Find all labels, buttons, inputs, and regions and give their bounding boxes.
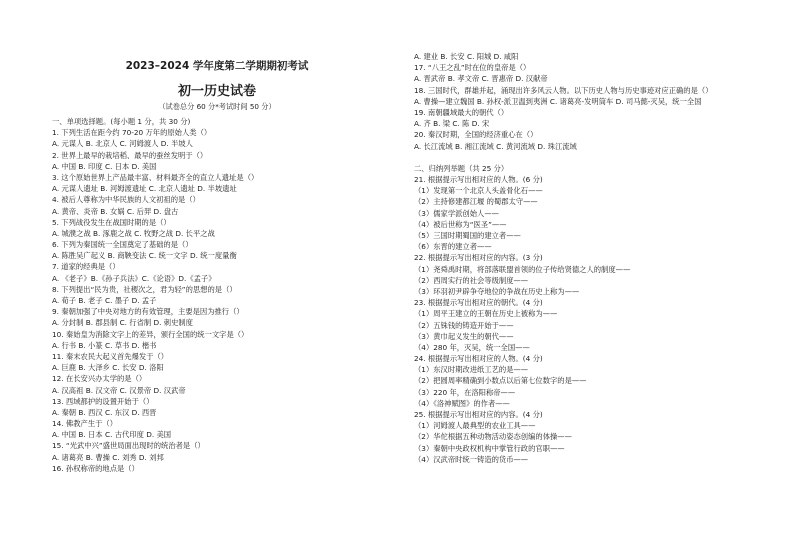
left-line: A. 分封制 B. 郡县制 C. 行省制 D. 刺史制度 (52, 318, 193, 328)
right-line: （3）黄巾起义发生的朝代—— (414, 331, 514, 341)
right-line: （3）220 年，在洛阳称帝—— (414, 387, 516, 397)
right-column (414, 51, 774, 465)
right-line: 19. 南朝疆域最大的朝代（） (414, 107, 509, 117)
left-line: 11. 秦末农民大起义首先爆发于（） (52, 351, 169, 361)
left-line: 9. 秦朝加强了中央对地方的有效管理，主要是因为推行（） (52, 307, 244, 317)
left-line: A. 秦朝 B. 西汉 C. 东汉 D. 西晋 (52, 407, 157, 417)
right-line: （6）东晋的建立者—— (414, 242, 492, 252)
right-line: 18. 三国时代，群雄并起，涌现出许多风云人物。以下历史人物与历史事迹对应正确的是（） (414, 85, 713, 95)
left-line: 1. 下列生活在距今约 70-20 万年的原始人类（） (52, 128, 212, 138)
left-line: 8. 下列提出“民为贵，社稷次之，君为轻”的思想的是（） (52, 284, 237, 294)
right-line: 23. 根据提示写出相对应的朝代。(4 分) (414, 298, 543, 308)
exam-subtitle: 初一历史试卷 (177, 84, 256, 99)
left-line: A. 行书 B. 小篆 C. 草书 D. 楷书 (52, 340, 157, 350)
right-line: 20. 秦汉时期，全国的经济重心在（） (414, 130, 538, 140)
left-line: 7. 道家的经典是（） (52, 262, 120, 272)
right-line: （2）西周实行的社会等级制度—— (414, 275, 529, 285)
right-line: A. 齐 B. 梁 C. 陈 D. 宋 (414, 119, 490, 129)
left-line: A. 巨鹿 B. 大泽乡 C. 长安 D. 洛阳 (52, 363, 164, 373)
right-line: 22. 根据提示写出相对应的内容。(3 分) (414, 253, 543, 263)
exam-note: （试卷总分 60 分*考试时间 50 分） (158, 102, 276, 111)
left-line: 2. 世界上最早的栽培稻、最早的蚕丝发明于（） (52, 150, 208, 160)
right-line: （4）《洛神赋图》的作者—— (414, 398, 510, 408)
right-line: （1）发现第一个北京人头盖骨化石—— (414, 186, 543, 196)
right-line: （3）环羽初尹辟争夺地位的争战在历史上称为—— (414, 286, 580, 296)
left-line: A. 陈胜吴广起义 B. 商鞅变法 C. 统一文字 D. 统一度量衡 (52, 251, 237, 261)
right-line: （1）东汉时期改进纸工艺的是—— (414, 365, 529, 375)
right-line: （5）三国时期蜀国的建立者—— (414, 231, 521, 240)
left-line: 3. 这个原始世界上产品最丰富、材料最齐全的直立人遗址是（） (52, 172, 259, 182)
left-line: 4. 被后人尊称为中华民族的人文初祖的是（） (52, 195, 200, 205)
right-line: A. 晋武帝 B. 孝文帝 C. 晋惠帝 D. 汉献帝 (414, 74, 548, 84)
left-line: A. 汉高祖 B. 汉文帝 C. 汉景帝 D. 汉武帝 (52, 385, 186, 395)
right-line: 二、归纳列举题（共 25 分） (414, 163, 509, 173)
right-line: （4）被后世称为“医圣”—— (414, 219, 507, 229)
left-line: 14. 佛教产生于（） (52, 419, 118, 429)
left-line: 13. 西域都护的设置开始于（） (52, 396, 154, 406)
left-line: A. 荀子 B. 老子 C. 墨子 D. 孟子 (52, 296, 157, 305)
left-line: 5. 下列战役发生在战国时期的是（） (52, 217, 171, 227)
left-line: A. 《老子》B.《孙子兵法》C.《论语》D.《孟子》 (52, 273, 216, 283)
left-line: 16. 孙权称帝的地点是（） (52, 463, 139, 473)
right-line: 24. 根据提示写出相对应的人物。(4 分) (414, 354, 543, 364)
left-line: 一、单项选择题。(每小题 1 分，共 30 分) (52, 117, 191, 126)
right-line: （1）周平王建立的王朝在历史上被称为—— (414, 309, 558, 319)
right-line: （2）华佗根据五种动物活动姿态创编的体操—— (414, 432, 572, 442)
right-line: （4）280 年，灭吴，统一全国—— (414, 342, 530, 352)
left-line: A. 城濮之战 B. 涿鹿之战 C. 牧野之战 D. 长平之战 (52, 228, 215, 238)
right-line: A. 长江流域 B. 湘江流域 C. 黄河流域 D. 珠江流域 (414, 141, 577, 151)
exam-title: 2023–2024 学年度第二学期期初考试 (125, 60, 309, 72)
right-line: 25. 根据提示写出相对应的内容。(4 分) (414, 410, 543, 419)
left-line: A. 元谋人遗址 B. 河姆渡遗址 C. 北京人遗址 D. 半坡遗址 (52, 184, 237, 194)
right-line: （3）秦朝中央政权机构中掌管行政的官职—— (414, 443, 565, 453)
left-line: 12. 在长安兴办太学的是（） (52, 374, 147, 384)
right-line: （2）把圆周率精确到小数点以后第七位数字的是—— (414, 376, 587, 386)
right-line: （2）五铢钱的铸造开始于—— (414, 320, 514, 330)
right-line: A. 建业 B. 长安 C. 阳城 D. 咸阳 (414, 52, 519, 61)
right-line: （2）主持修建都江堰 的蜀郡太守—— (414, 197, 538, 207)
right-line: （3）儒家学派创始人—— (414, 208, 499, 218)
right-line: 17. “八王之乱”时在位的皇帝是（） (414, 63, 531, 73)
left-line: A. 元谋人 B. 北京人 C. 河姆渡人 D. 半坡人 (52, 139, 193, 149)
left-line: A. 诸葛亮 B. 曹操 C. 刘秀 D. 刘邦 (52, 452, 164, 462)
right-line (414, 152, 774, 163)
left-line: A. 黄帝、炎帝 B. 女娲 C. 后羿 D. 盘古 (52, 206, 179, 216)
right-line: （4）汉武帝时统一铸造的货币—— (414, 454, 529, 464)
left-line: 6. 下列为秦国统一全国奠定了基础的是（） (52, 240, 193, 250)
left-line: 15. “光武中兴”盛世局面出现时的统治者是（） (52, 441, 205, 451)
right-line: A. 曹操—建立魏国 B. 孙权-派卫温到夷洲 C. 诸葛亮-发明筒车 D. 司马懿-灭吴，统一全国 (414, 96, 702, 106)
right-line: 21. 根据提示写出相对应的人物。(6 分) (414, 175, 543, 185)
left-line: A. 中国 B. 印度 C. 日本 D. 美国 (52, 161, 157, 171)
right-line: （1）尧舜禹时期，将部落联盟首领的位子传给贤德之人的制度—— (414, 264, 631, 274)
left-column (52, 116, 392, 474)
left-line: A. 中国 B. 日本 C. 古代印度 D. 美国 (52, 430, 172, 440)
left-line: 10. 秦始皇为消除文字上的差异，颁行全国的统一文字是（） (52, 329, 249, 339)
right-line: （1）河姆渡人最典型的农业工具—— (414, 421, 536, 431)
